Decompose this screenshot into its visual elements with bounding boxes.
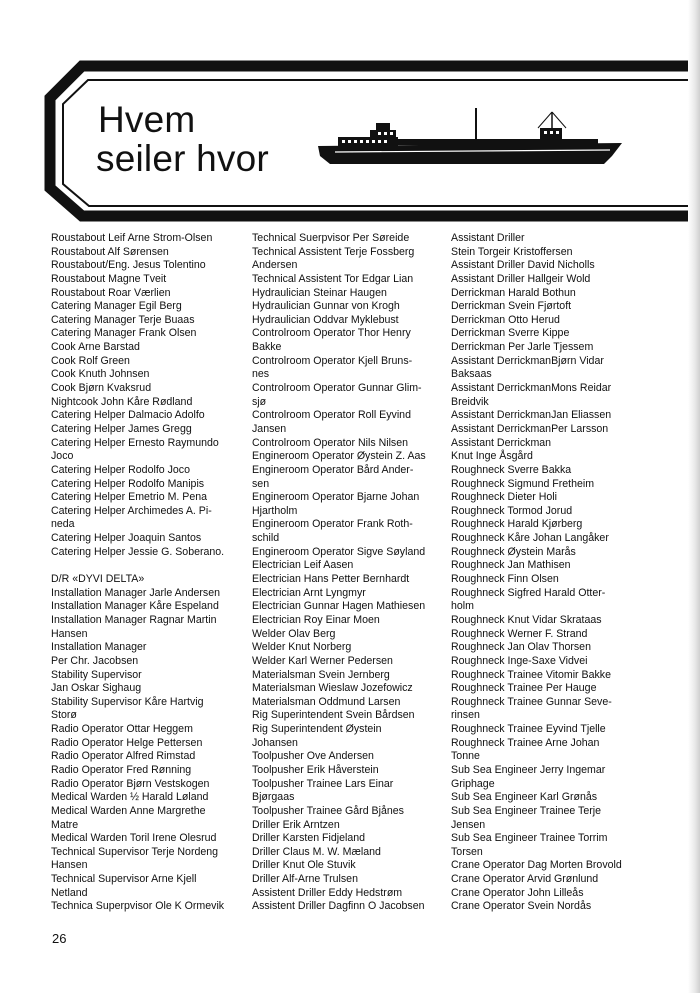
crew-entry-line: Roughneck Finn Olsen [451, 573, 559, 586]
crew-entry-line: Assistant Driller David Nicholls [451, 259, 595, 272]
crew-entry-line: Assistant DerrickmanJan Eliassen [451, 409, 612, 422]
crew-entry-line [51, 559, 251, 573]
crew-entry-line: Technical Suerpvisor Per Søreide [252, 232, 410, 244]
crew-entry-line: Driller Claus M. W. Mæland [252, 845, 381, 858]
crew-entry-line: Technical Supervisor Arne Kjell [51, 873, 197, 886]
crew-entry-line: Bjørgaas [252, 791, 295, 804]
crew-entry-line: Derrickman Per Jarle Tjessem [451, 341, 594, 354]
crew-entry-line: Roustabout/Eng. Jesus Tolentino [51, 259, 206, 272]
crew-entry-line: rinsen [451, 709, 480, 722]
crew-entry-line: Rig Superintendent Øystein [252, 723, 382, 736]
crew-entry-line: Crane Operator Svein Nordås [451, 900, 592, 913]
crew-entry-line: Hansen [51, 627, 88, 640]
crew-entry-line: Roughneck Knut Vidar Skrataas [451, 613, 602, 626]
crew-entry-line: Engineroom Operator Sigve Søyland [252, 545, 426, 558]
crew-entry-line: Storø [51, 709, 77, 722]
crew-entry-line: Catering Manager Terje Buaas [51, 313, 195, 326]
crew-entry-line: Assistant Driller Hallgeir Wold [451, 272, 591, 285]
crew-entry-line: Roughneck Tormod Jorud [451, 504, 573, 517]
crew-entry-line: Roustabout Leif Arne Strom-Olsen [51, 232, 213, 244]
crew-entry-line: Jansen [252, 422, 287, 435]
crew-entry-line: Roughneck Trainee Arne Johan [451, 736, 600, 749]
crew-entry-line: Electrician Gunnar Hagen Mathiesen [252, 600, 426, 613]
crew-entry-line: Sub Sea Engineer Trainee Torrim [451, 832, 608, 845]
crew-entry-line: Roughneck Inge-Saxe Vidvei [451, 654, 588, 667]
crew-entry-line: holm [451, 600, 474, 613]
crew-entry-line: Engineroom Operator Øystein Z. Aas [252, 450, 426, 463]
crew-entry-line: Engineroom Operator Bjarne Johan [252, 491, 420, 504]
crew-entry-line: Roughneck Øystein Marås [451, 545, 576, 558]
crew-entry-line: Derrickman Otto Herud [451, 313, 560, 326]
crew-entry-line: Technical Assistent Tor Edgar Lian [252, 272, 414, 285]
crew-entry-line: Medical Warden Toril Irene Olesrud [51, 832, 217, 845]
crew-entry-line: Tonne [451, 750, 480, 763]
crew-entry-line: Catering Manager Egil Berg [51, 300, 182, 313]
crew-entry-line: Per Chr. Jacobsen [51, 654, 139, 667]
crew-entry-line: Welder Knut Norberg [252, 641, 352, 654]
crew-entry-line: sen [252, 477, 270, 490]
crew-entry-line: Installation Manager [51, 641, 147, 654]
crew-entry-line: Assistent Driller Eddy Hedstrøm [252, 886, 403, 899]
crew-entry-line: Cook Rolf Green [51, 354, 130, 367]
crew-entry-line: Stein Torgeir Kristoffersen [451, 245, 573, 258]
crew-column-1 [51, 232, 251, 914]
crew-entry-line: Breidvik [451, 395, 489, 408]
crew-entry-line: Engineroom Operator Bård Ander- [252, 463, 414, 476]
crew-entry-line: Torsen [451, 845, 483, 858]
crew-entry-line: Electrician Hans Petter Bernhardt [252, 573, 410, 586]
crew-entry-line: Welder Olav Berg [252, 627, 336, 640]
crew-entry-line: Radio Operator Ottar Heggem [51, 723, 193, 736]
crew-entry-line: Derrickman Svein Fjørtoft [451, 300, 572, 313]
crew-entry-line: Assistant Derrickman [451, 436, 552, 449]
crew-entry-line: Baksaas [451, 368, 492, 381]
crew-entry-line: Derrickman Sverre Kippe [451, 327, 570, 340]
crew-entry-line: Sub Sea Engineer Karl Grønås [451, 791, 598, 804]
crew-entry-line: Radio Operator Bjørn Vestskogen [51, 777, 210, 790]
crew-entry-line: Materialsman Wieslaw Jozefowicz [252, 682, 413, 695]
crew-entry-line: Matre [51, 818, 79, 831]
crew-entry-line: schild [252, 532, 280, 545]
crew-entry-line: Cook Knuth Johnsen [51, 368, 150, 381]
crew-entry-line: Controlroom Operator Thor Henry [252, 327, 411, 340]
crew-entry-line: Toolpusher Trainee Lars Einar [252, 777, 394, 790]
crew-entry-line: Bakke [252, 341, 282, 354]
crew-entry-line: Roughneck Werner F. Strand [451, 627, 588, 640]
crew-entry-line: Hydraulician Oddvar Myklebust [252, 313, 399, 326]
crew-entry-line: Hansen [51, 859, 88, 872]
crew-entry-line: Toolpusher Ove Andersen [252, 750, 374, 763]
crew-entry-line: Catering Helper Ernesto Raymundo [51, 436, 219, 449]
crew-entry-line: Radio Operator Helge Pettersen [51, 736, 203, 749]
page-edge-shadow [688, 0, 700, 993]
crew-entry-line: Medical Warden ½ Harald Løland [51, 791, 209, 804]
crew-column-2 [252, 232, 452, 914]
crew-entry-line: Sub Sea Engineer Trainee Terje [451, 804, 601, 817]
crew-entry-line: Derrickman Harald Bothun [451, 286, 576, 299]
crew-entry-line: Catering Helper Archimedes A. Pi- [51, 504, 212, 517]
ship-illustration [318, 108, 622, 164]
crew-entry-line: Assistant DerrickmanPer Larsson [451, 422, 609, 435]
crew-entry-line: Roughneck Trainee Per Hauge [451, 682, 597, 695]
crew-entry-line: Electrician Leif Aasen [252, 559, 354, 572]
crew-entry-line: Catering Helper Dalmacio Adolfo [51, 409, 205, 422]
crew-entry-line: Catering Helper Joaquin Santos [51, 532, 202, 545]
crew-entry-line: Driller Alf-Arne Trulsen [252, 873, 358, 886]
crew-entry-line: Griphage [451, 777, 495, 790]
crew-entry-line: Medical Warden Anne Margrethe [51, 804, 206, 817]
crew-entry-line: Roughneck Kåre Johan Langåker [451, 532, 609, 545]
page-number: 26 [52, 931, 67, 946]
crew-entry-line: Toolpusher Erik Håverstein [252, 763, 379, 776]
crew-entry-line: Technica Superpvisor Ole K Ormevik [51, 900, 225, 913]
crew-entry-line: Hydraulician Gunnar von Krogh [252, 300, 400, 313]
crew-entry-line: Catering Helper Emetrio M. Pena [51, 491, 208, 504]
crew-entry-line: Toolpusher Trainee Gård Bjånes [252, 804, 404, 817]
page-title-line-1: Hvem [98, 99, 196, 140]
crew-entry-line: Crane Operator John Lilleås [451, 886, 584, 899]
crew-entry-line: Installation Manager Kåre Espeland [51, 600, 219, 613]
crew-entry-line: Assistant DerrickmanBjørn Vidar [451, 354, 604, 367]
crew-entry-line: Installation Manager Jarle Andersen [51, 586, 221, 599]
crew-entry-line: nes [252, 368, 270, 381]
crew-entry-line: Roughneck Sigfred Harald Otter- [451, 586, 606, 599]
crew-entry-line: Jensen [451, 818, 486, 831]
crew-entry-line: Cook Arne Barstad [51, 341, 140, 354]
crew-entry-line: D/R «DYVI DELTA» [51, 573, 145, 586]
crew-entry-line: Electrician Arnt Lyngmyr [252, 586, 366, 599]
crew-entry-line: Engineroom Operator Frank Roth- [252, 518, 413, 531]
crew-entry-line: Stability Supervisor Kåre Hartvig [51, 695, 204, 708]
crew-entry-line: neda [51, 518, 75, 531]
crew-entry-line: Nightcook John Kåre Rødland [51, 395, 193, 408]
crew-entry-line: Roustabout Alf Sørensen [51, 245, 169, 258]
crew-entry-line: Roughneck Dieter Holi [451, 491, 557, 504]
crew-entry-line: Controlroom Operator Kjell Bruns- [252, 354, 413, 367]
crew-entry-line: Materialsman Svein Jernberg [252, 668, 390, 681]
crew-entry-line: Catering Helper James Gregg [51, 422, 192, 435]
crew-entry-line: Joco [51, 450, 74, 463]
crew-entry-line: Cook Bjørn Kvaksrud [51, 382, 152, 395]
crew-entry-line: Sub Sea Engineer Jerry Ingemar [451, 763, 606, 776]
crew-entry-line: Roustabout Magne Tveit [51, 272, 167, 285]
crew-entry-line: Assistant DerrickmanMons Reidar [451, 382, 612, 395]
crew-entry-line: Radio Operator Fred Rønning [51, 763, 192, 776]
crew-entry-line: Driller Erik Arntzen [252, 818, 340, 831]
crew-entry-line: Controlroom Operator Roll Eyvind [252, 409, 411, 422]
crew-entry-line: Crane Operator Arvid Grønlund [451, 873, 599, 886]
crew-entry-line: Driller Knut Ole Stuvik [252, 859, 356, 872]
crew-entry-line: Hydraulician Steinar Haugen [252, 286, 387, 299]
crew-entry-line: Andersen [252, 259, 298, 272]
crew-entry-line: Electrician Roy Einar Moen [252, 613, 380, 626]
crew-entry-line: Technical Assistent Terje Fossberg [252, 245, 415, 258]
crew-entry-line: Assistant Driller [451, 232, 525, 244]
crew-entry-line: sjø [252, 395, 267, 408]
crew-entry-line: Catering Helper Rodolfo Manipis [51, 477, 205, 490]
crew-column-3 [451, 232, 646, 914]
crew-entry-line: Knut Inge Åsgård [451, 450, 533, 463]
crew-entry-line: Catering Helper Jessie G. Soberano. [51, 545, 225, 558]
crew-entry-line: Crane Operator Dag Morten Brovold [451, 859, 622, 872]
crew-entry-line: Johansen [252, 736, 298, 749]
page-title-line-2: seiler hvor [96, 138, 269, 179]
crew-entry-line: Welder Karl Werner Pedersen [252, 654, 393, 667]
crew-entry-line: Installation Manager Ragnar Martin [51, 613, 217, 626]
crew-entry-line: Roughneck Sigmund Fretheim [451, 477, 595, 490]
crew-entry-line: Roughneck Jan Olav Thorsen [451, 641, 591, 654]
crew-entry-line: Driller Karsten Fidjeland [252, 832, 366, 845]
crew-entry-line: Roustabout Roar Værlien [51, 286, 171, 299]
crew-entry-line: Roughneck Sverre Bakka [451, 463, 572, 476]
crew-entry-line: Radio Operator Alfred Rimstad [51, 750, 196, 763]
crew-entry-line: Roughneck Harald Kjørberg [451, 518, 583, 531]
crew-entry-line: Controlroom Operator Nils Nilsen [252, 436, 409, 449]
crew-entry-line: Netland [51, 886, 88, 899]
crew-entry-line: Controlroom Operator Gunnar Glim- [252, 382, 422, 395]
crew-entry-line: Roughneck Trainee Gunnar Seve- [451, 695, 612, 708]
crew-entry-line: Technical Supervisor Terje Nordeng [51, 845, 219, 858]
crew-entry-line: Jan Oskar Sighaug [51, 682, 142, 695]
crew-entry-line: Roughneck Trainee Eyvind Tjelle [451, 723, 606, 736]
crew-entry-line: Catering Helper Rodolfo Joco [51, 463, 190, 476]
crew-entry-line: Assistent Driller Dagfinn O Jacobsen [252, 900, 425, 913]
crew-entry-line: Materialsman Oddmund Larsen [252, 695, 401, 708]
crew-entry-line: Roughneck Trainee Vitomir Bakke [451, 668, 611, 681]
crew-entry-line: Rig Superintendent Svein Bårdsen [252, 709, 415, 722]
crew-entry-line: Roughneck Jan Mathisen [451, 559, 571, 572]
crew-entry-line: Catering Manager Frank Olsen [51, 327, 197, 340]
crew-entry-line: Hjartholm [252, 504, 298, 517]
crew-entry-line: Stability Supervisor [51, 668, 142, 681]
